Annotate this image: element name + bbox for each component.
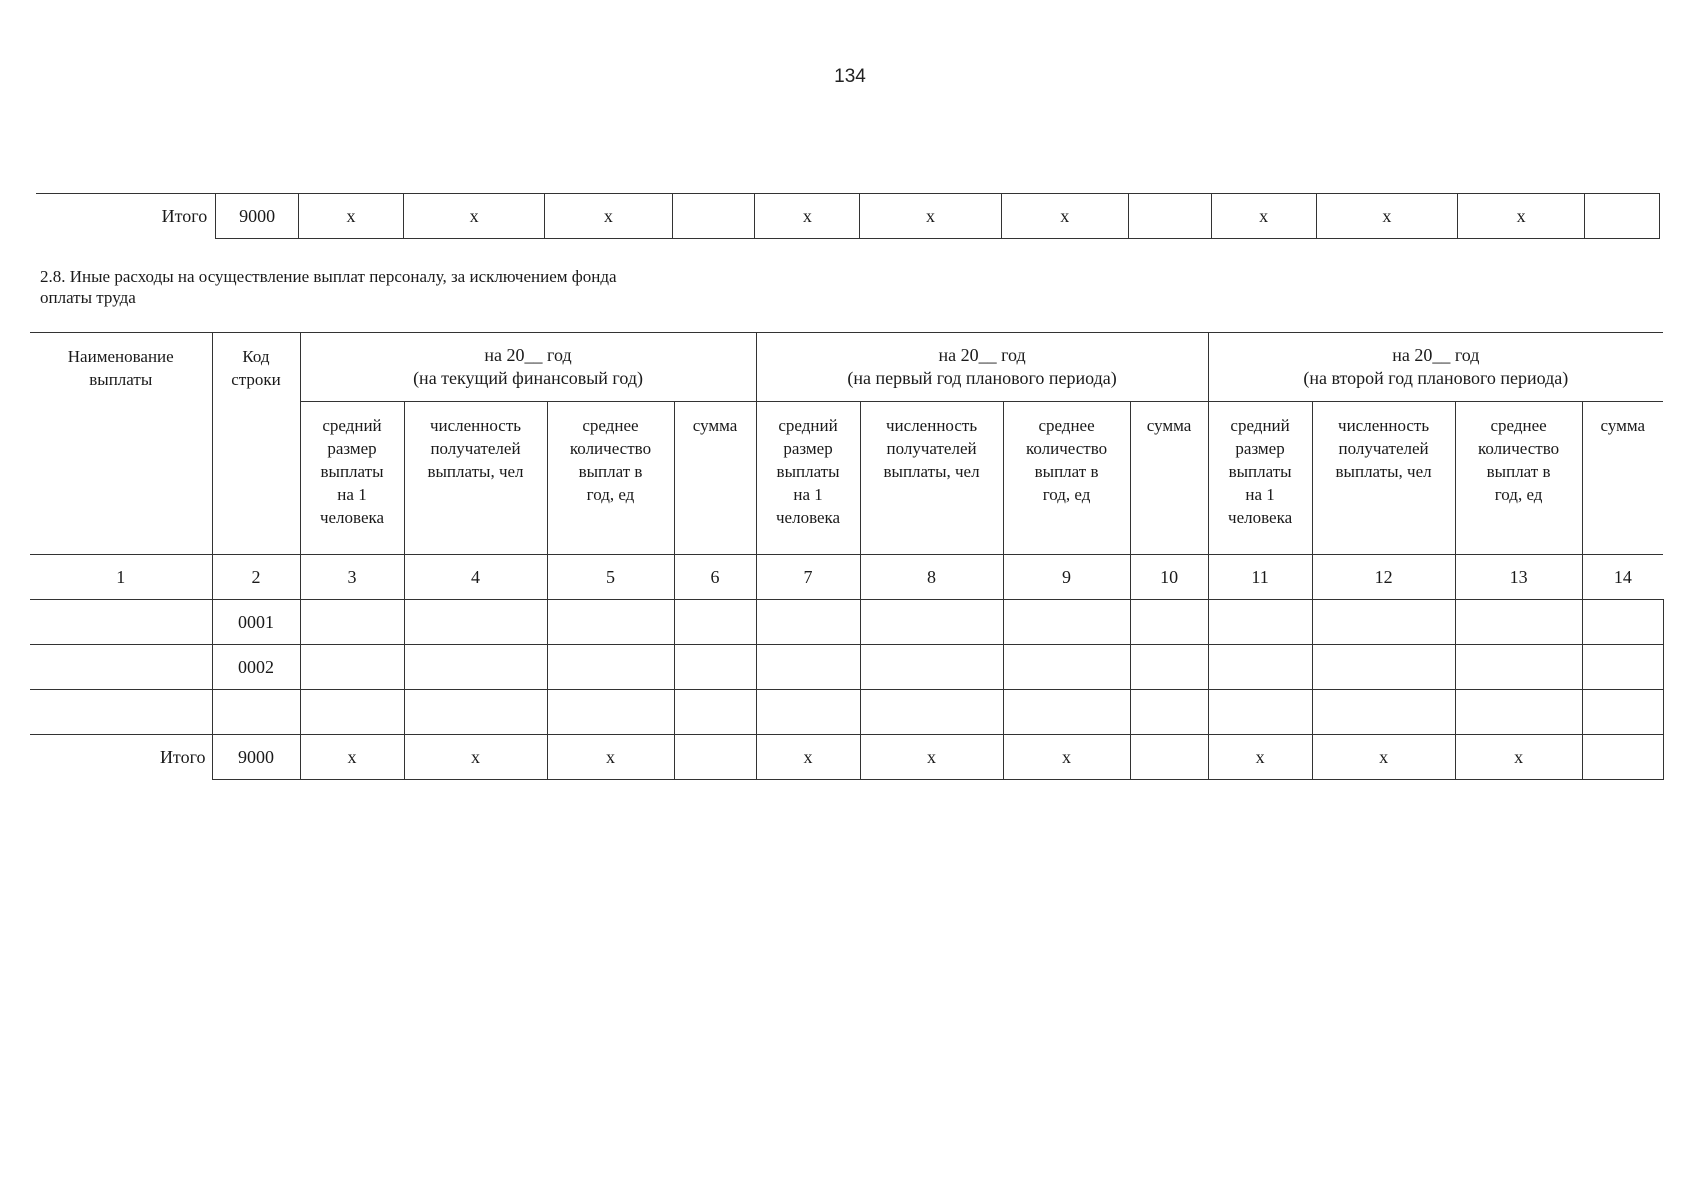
data-cell[interactable] (404, 690, 547, 735)
data-cell[interactable] (1003, 645, 1130, 690)
data-cell[interactable] (1003, 690, 1130, 735)
data-cell[interactable] (404, 600, 547, 645)
total-cell: х (1457, 194, 1584, 239)
total-cell: х (547, 735, 674, 780)
header-recipients-count: численность получателей выплаты, чел (404, 402, 547, 555)
total-cell: х (298, 194, 403, 239)
data-cell[interactable] (1003, 600, 1130, 645)
total-cell[interactable] (1582, 735, 1663, 780)
data-cell[interactable] (1582, 645, 1663, 690)
other-expenses-table (30, 332, 1664, 780)
total-cell: х (860, 194, 1001, 239)
data-cell[interactable] (1208, 690, 1312, 735)
data-cell[interactable] (674, 600, 756, 645)
column-number: 12 (1312, 555, 1455, 600)
data-cell[interactable] (1312, 600, 1455, 645)
data-cell[interactable] (300, 600, 404, 645)
total-cell[interactable] (1130, 735, 1208, 780)
data-cell[interactable] (1582, 690, 1663, 735)
column-number: 7 (756, 555, 860, 600)
column-number: 4 (404, 555, 547, 600)
data-cell[interactable] (1455, 690, 1582, 735)
data-cell[interactable] (404, 645, 547, 690)
data-cell[interactable] (860, 645, 1003, 690)
total-code: 9000 (212, 735, 300, 780)
total-cell: х (860, 735, 1003, 780)
row-name[interactable] (30, 600, 212, 645)
total-code: 9000 (216, 194, 299, 239)
header-sum: сумма (1582, 402, 1663, 555)
column-number: 11 (1208, 555, 1312, 600)
data-cell[interactable] (1130, 690, 1208, 735)
data-cell[interactable] (1455, 600, 1582, 645)
header-year-current: на 20__ год (на текущий финансовый год) (300, 333, 756, 402)
table-row (30, 600, 1663, 645)
row-code: 0002 (212, 645, 300, 690)
data-cell[interactable] (674, 690, 756, 735)
column-number: 13 (1455, 555, 1582, 600)
column-number: 14 (1582, 555, 1663, 600)
header-sum: сумма (674, 402, 756, 555)
total-cell (672, 194, 755, 239)
total-cell: х (1208, 735, 1312, 780)
header-recipients-count: численность получателей выплаты, чел (1312, 402, 1455, 555)
section-title-line: 2.8. Иные расходы на осуществление выплат персоналу, за исключением фонда (40, 267, 617, 286)
total-cell (1128, 194, 1211, 239)
header-avg-payment: средний размер выплаты на 1 человека (756, 402, 860, 555)
total-label: Итого (30, 735, 212, 780)
row-name[interactable] (30, 690, 212, 735)
header-avg-quantity: среднее количество выплат в год, ед (1003, 402, 1130, 555)
column-number: 3 (300, 555, 404, 600)
column-number: 2 (212, 555, 300, 600)
total-row (30, 735, 1663, 780)
section-title (40, 266, 800, 308)
header-avg-payment: средний размер выплаты на 1 человека (300, 402, 404, 555)
data-cell[interactable] (1208, 600, 1312, 645)
header-year-first-plan: на 20__ год (на первый год планового периода) (756, 333, 1208, 402)
data-cell[interactable] (756, 690, 860, 735)
column-number: 8 (860, 555, 1003, 600)
data-cell[interactable] (756, 600, 860, 645)
header-year-second-plan: на 20__ год (на второй год планового периода) (1208, 333, 1663, 402)
header-payment-name: Наименование выплаты (30, 333, 212, 555)
previous-table-total-row (36, 193, 1660, 239)
total-cell[interactable] (674, 735, 756, 780)
total-cell: х (756, 735, 860, 780)
header-avg-payment: средний размер выплаты на 1 человека (1208, 402, 1312, 555)
column-number: 6 (674, 555, 756, 600)
data-cell[interactable] (860, 600, 1003, 645)
data-cell[interactable] (300, 645, 404, 690)
data-cell[interactable] (756, 645, 860, 690)
row-code: 0001 (212, 600, 300, 645)
column-number: 9 (1003, 555, 1130, 600)
row-code (212, 690, 300, 735)
total-cell: х (1211, 194, 1316, 239)
data-cell[interactable] (1455, 645, 1582, 690)
total-cell: х (403, 194, 544, 239)
total-label: Итого (36, 194, 216, 239)
data-cell[interactable] (1208, 645, 1312, 690)
data-cell[interactable] (1130, 645, 1208, 690)
total-cell: х (1312, 735, 1455, 780)
table-row (30, 645, 1663, 690)
column-number: 5 (547, 555, 674, 600)
total-cell: х (1001, 194, 1128, 239)
table-row (30, 690, 1663, 735)
total-cell: х (1455, 735, 1582, 780)
data-cell[interactable] (547, 690, 674, 735)
total-cell: х (300, 735, 404, 780)
total-cell: х (1003, 735, 1130, 780)
header-avg-quantity: среднее количество выплат в год, ед (1455, 402, 1582, 555)
header-line-code: Код строки (212, 333, 300, 555)
header-recipients-count: численность получателей выплаты, чел (860, 402, 1003, 555)
data-cell[interactable] (674, 645, 756, 690)
total-cell: х (1316, 194, 1457, 239)
data-cell[interactable] (860, 690, 1003, 735)
total-cell: х (545, 194, 672, 239)
data-cell[interactable] (547, 600, 674, 645)
header-avg-quantity: среднее количество выплат в год, ед (547, 402, 674, 555)
row-name[interactable] (30, 645, 212, 690)
data-cell[interactable] (547, 645, 674, 690)
data-cell[interactable] (1130, 600, 1208, 645)
total-cell (1585, 194, 1660, 239)
data-cell[interactable] (300, 690, 404, 735)
total-cell: х (404, 735, 547, 780)
header-sum: сумма (1130, 402, 1208, 555)
total-cell: х (755, 194, 860, 239)
data-cell[interactable] (1582, 600, 1663, 645)
column-number: 10 (1130, 555, 1208, 600)
page-number: 134 (834, 66, 866, 87)
section-title-line: оплаты труда (40, 288, 136, 307)
data-cell[interactable] (1312, 645, 1455, 690)
data-cell[interactable] (1312, 690, 1455, 735)
column-number: 1 (30, 555, 212, 600)
